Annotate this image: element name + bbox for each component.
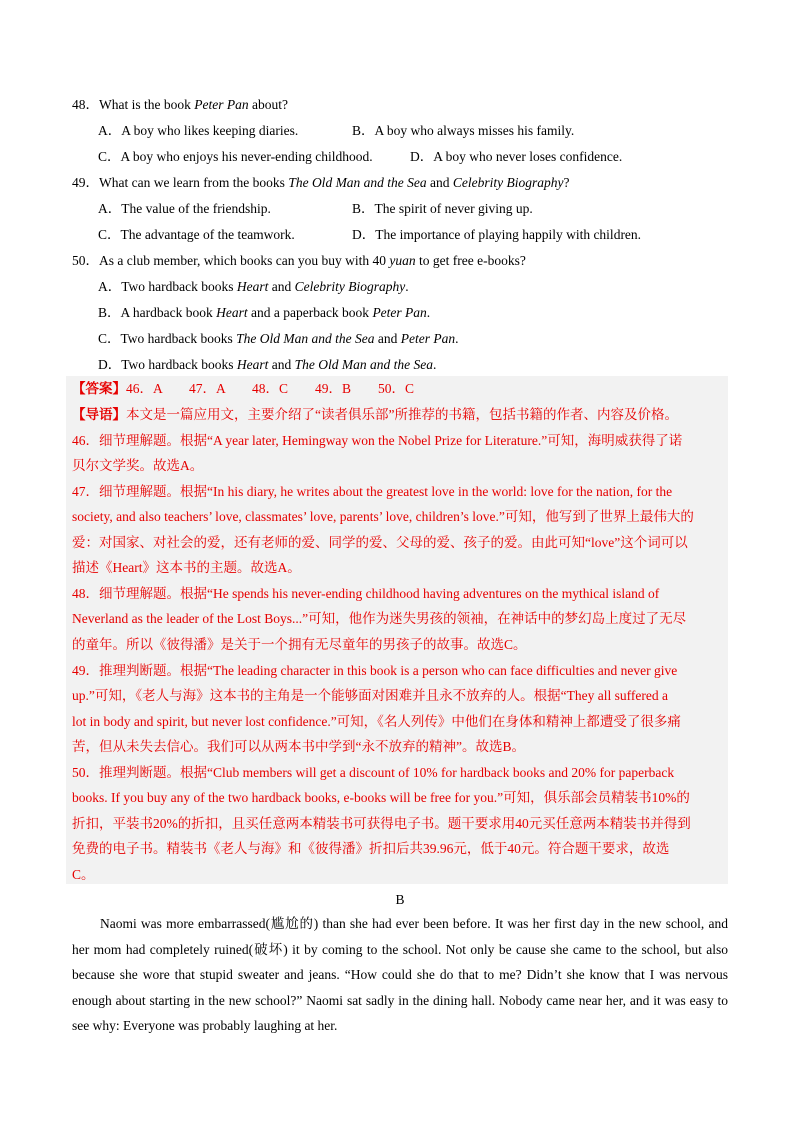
question-49-option-c: C．The advantage of the teamwork. — [98, 227, 295, 242]
question-50-option-b: B．A hardback book Heart and a paperback book Peter Pan. — [98, 305, 431, 320]
answer-key — [72, 380, 414, 398]
explanation-50-line-4: 免费的电子书。精装书《老人与海》和《彼得潘》折扣后共39.96元，低于40元。符合题干要求，故选 — [72, 841, 670, 856]
explanation-50-line-2: books. If you buy any of the two hardback books, e-books will be free for you.”可知，俱乐部会员精装书10%的 — [72, 790, 690, 805]
question-48-option-c: C．A boy who enjoys his never-ending childhood. — [98, 149, 373, 164]
explanation-47-line-3: 爱：对国家、对社会的爱，还有老师的爱、同学的爱、父母的爱、孩子的爱。由此可知“love”这个词可以 — [72, 535, 688, 550]
explanation-49-line-3: lot in body and spirit, but never lost confidence.”可知，《名人列传》中他们在身体和精神上都遭受了很多痛 — [72, 714, 681, 729]
explanation-47-line-1: 47．细节理解题。根据“In his diary, he writes about the greatest love in the world: love for the nation, for the — [72, 484, 673, 499]
explanation-48-line-3: 的童年。所以《彼得潘》是关于一个拥有无尽童年的男孩子的故事。故选C。 — [72, 637, 527, 652]
explanation-50-line-5: C。 — [72, 867, 95, 882]
guide — [72, 406, 678, 424]
reading-passage: Naomi was more embarrassed(尴尬的) than she had ever been before. It was her first day in the new school, and her mom had completely ruined(破坏) it by coming to the school. Not only be cause she came to the school, but also because she wore that stupid sweater and jeans. “How could she do that to me? Didn’t she know that I was nervous enough about starting in the new school?” Naomi sat sadly in the dining hall. Nobody came near her, and it was easy to see why: Everyone was probably laughing at her. — [72, 916, 728, 1034]
explanation-46-line-1: 46．细节理解题。根据“A year later, Hemingway won the Nobel Prize for Literature.”可知，海明威获得了诺 — [72, 433, 683, 448]
question-48-option-d: D．A boy who never loses confidence. — [410, 149, 623, 164]
explanation-49-line-2: up.”可知，《老人与海》这本书的主角是一个能够面对困难并且永不放弃的人。根据“They all suffered a — [72, 688, 668, 703]
answer-key-values: 46．A 47．A 48．C 49．B 50．C — [126, 381, 415, 396]
question-49-option-b: B．The spirit of never giving up. — [352, 201, 533, 216]
answer-explanation-block — [66, 376, 728, 884]
guide-label: 【导语】 — [72, 407, 126, 422]
explanation-47-line-4: 描述《Heart》这本书的主题。故选A。 — [72, 560, 301, 575]
question-48-option-b: B．A boy who always misses his family. — [352, 123, 575, 138]
explanation-50-line-3: 折扣，平装书20%的折扣，且买任意两本精装书可获得电子书。题干要求用40元买任意两本精装书并得到 — [72, 816, 691, 831]
answer-key-label: 【答案】 — [72, 381, 126, 396]
question-48-stem: 48．What is the book Peter Pan about? — [72, 97, 288, 112]
explanation-49-line-4: 苦，但从未失去信心。我们可以从两本书中学到“永不放弃的精神”。故选B。 — [72, 739, 525, 754]
question-49-option-d: D．The importance of playing happily with children. — [352, 227, 642, 242]
explanation-46-line-2: 贝尔文学奖。故选A。 — [72, 458, 204, 473]
question-50-stem: 50．As a club member, which books can you buy with 40 yuan to get free e-books? — [72, 253, 526, 268]
explanation-48-line-2: Neverland as the leader of the Lost Boys...”可知，他作为迷失男孩的领袖，在神话中的梦幻岛上度过了无尽 — [72, 611, 687, 626]
explanation-49-line-1: 49．推理判断题。根据“The leading character in this book is a person who can face difficulties and never give — [72, 663, 678, 678]
question-48-option-a: A．A boy who likes keeping diaries. — [98, 123, 299, 138]
guide-text: 本文是一篇应用文，主要介绍了“读者俱乐部”所推荐的书籍，包括书籍的作者、内容及价格。 — [126, 407, 678, 422]
question-49-option-a: A．The value of the friendship. — [98, 201, 271, 216]
question-50-option-a: A．Two hardback books Heart and Celebrity Biography. — [98, 279, 409, 294]
question-50-option-d: D．Two hardback books Heart and The Old Man and the Sea. — [98, 357, 437, 372]
explanation-47-line-2: society, and also teachers’ love, classmates’ love, parents’ love, children’s love.”可知，他写到了世界上最伟大的 — [72, 509, 694, 524]
explanation-48-line-1: 48．细节理解题。根据“He spends his never-ending childhood having adventures on the mythical island of — [72, 586, 660, 601]
explanation-50-line-1: 50．推理判断题。根据“Club members will get a discount of 10% for hardback books and 20% for paperback — [72, 765, 675, 780]
question-49-stem: 49．What can we learn from the books The Old Man and the Sea and Celebrity Biography? — [72, 175, 570, 190]
question-50-option-c: C．Two hardback books The Old Man and the Sea and Peter Pan. — [98, 331, 459, 346]
section-heading: B — [395, 892, 405, 907]
